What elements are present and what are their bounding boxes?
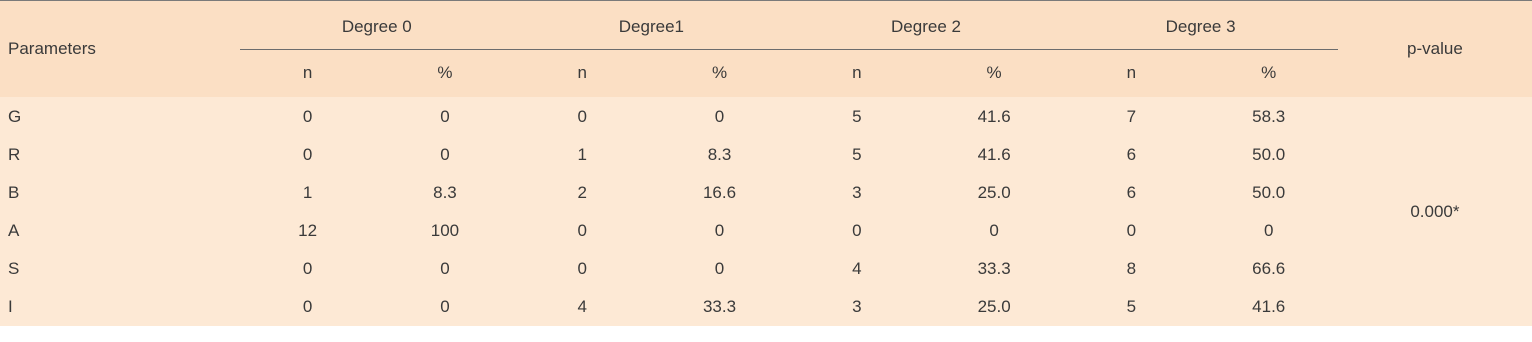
table-cell: 0 <box>376 250 514 288</box>
subheader-percent: % <box>376 49 514 97</box>
group-label: Degree1 <box>618 17 684 36</box>
table-cell: 0 <box>376 136 514 174</box>
table-cell: 41.6 <box>1200 288 1338 326</box>
subheader-percent: % <box>650 49 788 97</box>
table-cell: 6 <box>1063 174 1199 212</box>
group-header-degree-3 <box>1063 1 1338 50</box>
table-cell: 5 <box>789 97 925 136</box>
table-header <box>0 1 1532 98</box>
table-row <box>0 97 1532 136</box>
table-cell: 33.3 <box>650 288 788 326</box>
table-cell: 3 <box>789 174 925 212</box>
table-cell: 5 <box>789 136 925 174</box>
table-cell: 0 <box>650 250 788 288</box>
table-cell: 4 <box>789 250 925 288</box>
table-cell: 0 <box>650 97 788 136</box>
table-cell: 8 <box>1063 250 1199 288</box>
table-cell: 0 <box>240 97 376 136</box>
table-cell: 0 <box>514 212 650 250</box>
table-cell: 0 <box>1200 212 1338 250</box>
group-label: Degree 0 <box>341 17 412 36</box>
table-cell: 7 <box>1063 97 1199 136</box>
pvalue-header: p-value <box>1338 1 1532 98</box>
table-cell: 6 <box>1063 136 1199 174</box>
subheader-n: n <box>1063 49 1199 97</box>
table-cell: 0 <box>650 212 788 250</box>
table-row <box>0 288 1532 326</box>
table-cell: 0 <box>789 212 925 250</box>
table-cell: 0 <box>240 288 376 326</box>
group-label: Degree 2 <box>891 17 961 36</box>
table-cell: 0 <box>240 250 376 288</box>
table-cell: 0 <box>514 97 650 136</box>
table-cell: 16.6 <box>650 174 788 212</box>
table-cell: 33.3 <box>925 250 1063 288</box>
table-cell: 25.0 <box>925 288 1063 326</box>
group-header-degree-0 <box>240 1 515 50</box>
subheader-percent: % <box>1200 49 1338 97</box>
table-body <box>0 97 1532 326</box>
table-cell: 8.3 <box>376 174 514 212</box>
table-row <box>0 250 1532 288</box>
table-cell: 0 <box>376 288 514 326</box>
parameter-cell: R <box>0 136 240 174</box>
subheader-percent: % <box>925 49 1063 97</box>
table-row <box>0 136 1532 174</box>
table-cell: 0 <box>240 136 376 174</box>
parameter-cell: A <box>0 212 240 250</box>
group-label: Degree 3 <box>1165 17 1236 36</box>
table-cell: 5 <box>1063 288 1199 326</box>
table-cell: 2 <box>514 174 650 212</box>
table-cell: 0 <box>376 97 514 136</box>
parameter-cell: B <box>0 174 240 212</box>
table-cell: 8.3 <box>650 136 788 174</box>
table-cell: 50.0 <box>1200 174 1338 212</box>
table-cell: 0 <box>1063 212 1199 250</box>
table-row <box>0 174 1532 212</box>
group-header-degree-1 <box>514 1 789 50</box>
table-row <box>0 212 1532 250</box>
subheader-n: n <box>514 49 650 97</box>
table-cell: 25.0 <box>925 174 1063 212</box>
header-row-groups <box>0 1 1532 50</box>
table-cell: 66.6 <box>1200 250 1338 288</box>
parameter-cell: G <box>0 97 240 136</box>
subheader-n: n <box>789 49 925 97</box>
table-cell: 50.0 <box>1200 136 1338 174</box>
table-cell: 1 <box>514 136 650 174</box>
group-header-degree-2 <box>789 1 1064 50</box>
table-cell: 41.6 <box>925 97 1063 136</box>
subheader-n: n <box>240 49 376 97</box>
table-cell: 12 <box>240 212 376 250</box>
table-cell: 1 <box>240 174 376 212</box>
pvalue-cell: 0.000* <box>1338 97 1532 326</box>
table-cell: 100 <box>376 212 514 250</box>
parameter-cell: I <box>0 288 240 326</box>
parameters-header: Parameters <box>0 1 240 98</box>
parameter-cell: S <box>0 250 240 288</box>
table-cell: 41.6 <box>925 136 1063 174</box>
table-cell: 0 <box>514 250 650 288</box>
table-cell: 58.3 <box>1200 97 1338 136</box>
table-cell: 0 <box>925 212 1063 250</box>
table-cell: 3 <box>789 288 925 326</box>
table-cell: 4 <box>514 288 650 326</box>
